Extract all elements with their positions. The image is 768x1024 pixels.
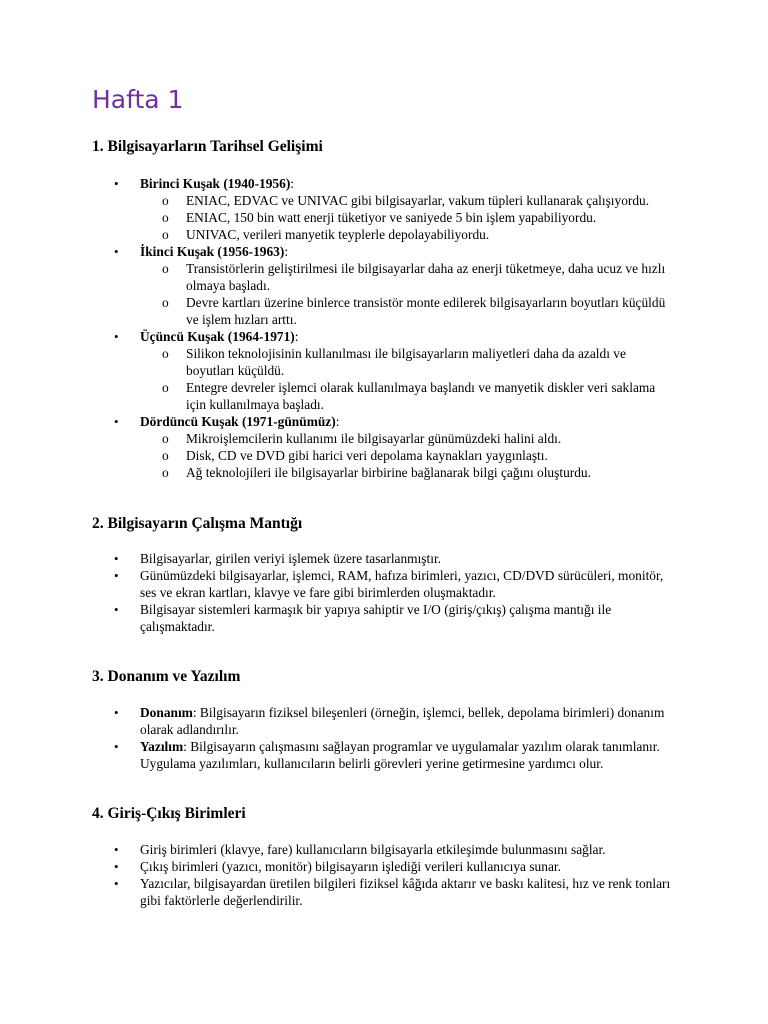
sub-item-text: Devre kartları üzerine binlerce transistör monte edilerek bilgisayarların boyutları küçüldü ve işlem hızları arttı. (186, 295, 666, 327)
bullet-icon: • (114, 859, 119, 874)
item-bold: Dördüncü Kuşak (1971-günümüz) (140, 414, 336, 429)
list-item (0, 243, 675, 328)
circle-bullet-icon: o (162, 193, 169, 208)
sub-list-item (140, 430, 676, 447)
sub-list-item (140, 379, 676, 413)
list-item (0, 738, 675, 772)
sub-list-item (140, 260, 676, 294)
circle-bullet-icon: o (162, 431, 169, 446)
sub-item-text: Silikon teknolojisinin kullanılması ile bilgisayarların maliyetleri daha da azaldı ve boyutları küçüldü. (186, 346, 626, 378)
circle-bullet-icon: o (162, 380, 169, 395)
list-item (0, 413, 675, 481)
sub-item-text: Transistörlerin geliştirilmesi ile bilgisayarlar daha az enerji tüketmeye, daha ucuz ve hızlı olmaya başladı. (186, 261, 666, 293)
list-item (0, 875, 675, 909)
section-2-list (0, 550, 675, 635)
sub-list-item (140, 464, 676, 481)
list-item (0, 550, 675, 567)
sub-list-item (140, 192, 676, 209)
sub-item-text: ENIAC, EDVAC ve UNIVAC gibi bilgisayarlar, vakum tüpleri kullanarak çalışıyordu. (186, 193, 650, 208)
bullet-icon: • (114, 842, 119, 857)
item-text: Çıkış birimleri (yazıcı, monitör) bilgisayarın işlediği verileri kullanıcıya sunar. (140, 859, 561, 874)
list-item (0, 601, 675, 635)
item-bold: Donanım (140, 705, 193, 720)
circle-bullet-icon: o (162, 465, 169, 480)
sub-list-item (140, 226, 676, 243)
bullet-icon: • (114, 602, 119, 617)
sub-list-item (140, 447, 676, 464)
item-text: Yazıcılar, bilgisayardan üretilen bilgileri fiziksel kâğıda aktarır ve baskı kalitesi, hız ve renk tonları gibi faktörlerle değerlendirilir. (140, 876, 671, 908)
bullet-icon: • (114, 176, 119, 191)
item-bold: İkinci Kuşak (1956-1963) (140, 244, 285, 259)
sub-list (140, 430, 675, 481)
item-text: : Bilgisayarın çalışmasını sağlayan programlar ve uygulamalar yazılım olarak tanımlanır. Uygulama yazılımları, kullanıcıların belirli görevleri yerine getirmesine yardımcı olur. (140, 739, 660, 771)
list-item (0, 704, 675, 738)
circle-bullet-icon: o (162, 295, 169, 310)
list-item (0, 175, 675, 243)
sub-list-item (140, 209, 676, 226)
bullet-icon: • (114, 568, 119, 583)
item-text: : Bilgisayarın fiziksel bileşenleri (örneğin, işlemci, bellek, depolama birimleri) donanım olarak adlandırılır. (140, 705, 665, 737)
sub-item-text: Entegre devreler işlemci olarak kullanılmaya başlandı ve manyetik diskler veri saklama için kullanılmaya başladı. (186, 380, 656, 412)
bullet-icon: • (114, 739, 119, 754)
item-text: Bilgisayar sistemleri karmaşık bir yapıya sahiptir ve I/O (giriş/çıkış) çalışma mantığı ile çalışmaktadır. (140, 602, 612, 634)
item-bold: Birinci Kuşak (1940-1956) (140, 176, 291, 191)
sub-list-item (140, 345, 676, 379)
sub-item-text: Disk, CD ve DVD gibi harici veri depolama kaynakları yaygınlaştı. (186, 448, 548, 463)
bullet-icon: • (114, 705, 119, 720)
bullet-icon: • (114, 876, 119, 891)
section-3-list (0, 704, 675, 772)
item-bold: Üçüncü Kuşak (1964-1971) (140, 329, 295, 344)
item-text: Günümüzdeki bilgisayarlar, işlemci, RAM, hafıza birimleri, yazıcı, CD/DVD sürücüleri, monitör, ses ve ekran kartları, klavye ve fare gibi birimlerden oluşmaktadır. (140, 568, 664, 600)
section-1-list (0, 175, 675, 481)
circle-bullet-icon: o (162, 227, 169, 242)
list-item (0, 858, 675, 875)
sub-list-item (140, 294, 676, 328)
sub-list (140, 345, 675, 413)
section-heading-2: 2. Bilgisayarın Çalışma Mantığı (92, 515, 303, 532)
sub-list (140, 260, 675, 328)
item-text: : (335, 414, 340, 429)
section-heading-4: 4. Giriş-Çıkış Birimleri (92, 805, 246, 822)
item-text: Giriş birimleri (klavye, fare) kullanıcıların bilgisayarla etkileşimde bulunmasını sağlar. (140, 842, 606, 857)
page-title: Hafta 1 (92, 85, 184, 114)
list-item (0, 841, 675, 858)
circle-bullet-icon: o (162, 448, 169, 463)
item-bold: Yazılım (140, 739, 184, 754)
sub-item-text: ENIAC, 150 bin watt enerji tüketiyor ve saniyede 5 bin işlem yapabiliyordu. (186, 210, 597, 225)
section-4-list (0, 841, 675, 909)
circle-bullet-icon: o (162, 261, 169, 276)
bullet-icon: • (114, 551, 119, 566)
item-text: Bilgisayarlar, girilen veriyi işlemek üzere tasarlanmıştır. (140, 551, 442, 566)
bullet-icon: • (114, 414, 119, 429)
sub-item-text: Ağ teknolojileri ile bilgisayarlar birbirine bağlanarak bilgi çağını oluşturdu. (186, 465, 591, 480)
circle-bullet-icon: o (162, 210, 169, 225)
sub-list (140, 192, 675, 243)
section-heading-1: 1. Bilgisayarların Tarihsel Gelişimi (92, 138, 323, 155)
item-text: : (284, 244, 289, 259)
item-text: : (294, 329, 299, 344)
circle-bullet-icon: o (162, 346, 169, 361)
list-item (0, 328, 675, 413)
list-item (0, 567, 675, 601)
section-heading-3: 3. Donanım ve Yazılım (92, 668, 241, 685)
sub-item-text: Mikroişlemcilerin kullanımı ile bilgisayarlar günümüzdeki halini aldı. (186, 431, 562, 446)
bullet-icon: • (114, 329, 119, 344)
sub-item-text: UNIVAC, verileri manyetik teyplerle depolayabiliyordu. (186, 227, 490, 242)
item-text: : (290, 176, 295, 191)
bullet-icon: • (114, 244, 119, 259)
